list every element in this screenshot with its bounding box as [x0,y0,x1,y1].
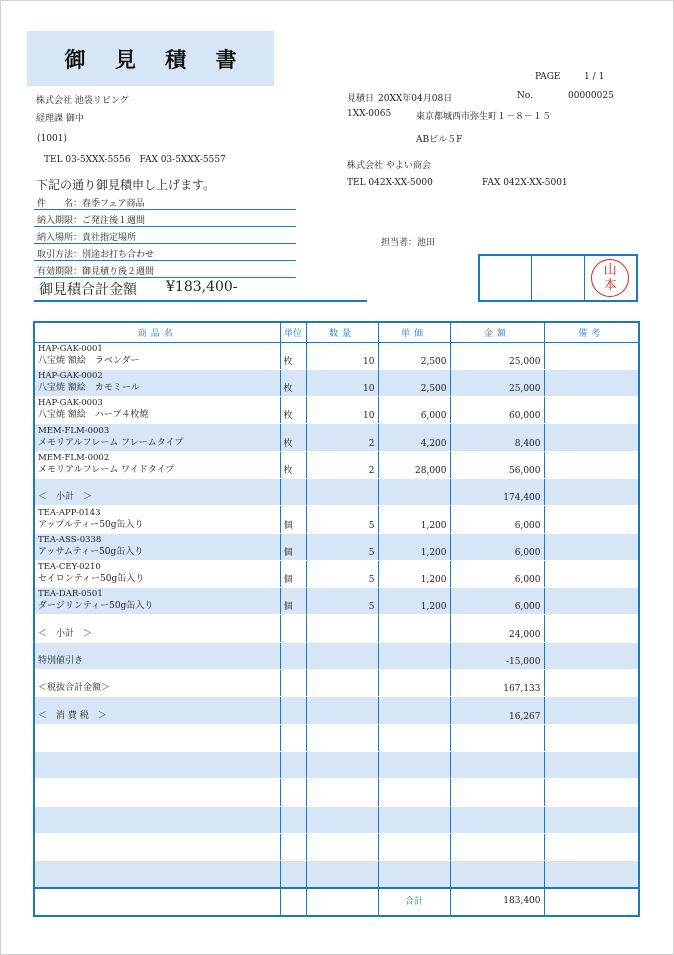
remarks-cell [544,342,639,369]
amount-cell: 25,000 [450,369,544,396]
quantity-cell: 5 [306,506,378,533]
product-name: 特別値引き [38,656,84,667]
product-cell [34,588,280,615]
product-cell [34,806,280,833]
amount-cell: 60,000 [450,397,544,424]
header-quantity: 数量 [306,322,378,342]
remarks-cell [544,724,639,751]
unit-price-cell: 4,200 [378,424,450,451]
estimate-date-label: 見積日 [347,94,375,104]
remarks-cell [544,588,639,615]
unit-price-cell: 28,000 [378,451,450,478]
total-blank [544,888,639,916]
stamp-cell [585,256,636,300]
unit-price-cell [378,751,450,778]
product-name: 八宝焼 額絵 ハーブ４枚焼 [38,410,149,421]
product-code: MEM-FLM-0002 [38,452,110,463]
table-row [34,615,639,642]
remarks-cell [544,369,639,396]
stamp-cell [532,256,584,300]
quantity-cell: 2 [306,424,378,451]
customer-code: (1001) [37,134,67,144]
quantity-cell: 5 [306,533,378,560]
header-amount: 金額 [450,322,544,342]
header-remarks: 備考 [544,322,639,342]
table-row [34,533,639,560]
unit-cell: 枚 [280,342,306,369]
unit-price-cell [378,779,450,806]
seal-char: 本 [603,278,617,293]
remarks-cell [544,670,639,697]
issuer-address-2: ABビル５F [416,135,463,145]
quantity-cell [306,751,378,778]
page-number: 1 / 1 [584,72,605,82]
quantity-cell [306,642,378,669]
grand-total-underline [34,300,367,302]
condition-payment-method: 取引方法：別途お打ち合わせ [37,250,155,260]
amount-cell: 8,400 [450,424,544,451]
unit-cell: 個 [280,533,306,560]
product-cell [34,342,280,369]
table-row [34,806,639,833]
product-code: TEA-CEY-0210 [38,562,101,573]
product-cell [34,478,280,505]
stamp-cell [480,256,532,300]
seal-stamp [591,259,629,297]
table-row [34,342,639,369]
product-cell [34,560,280,587]
remarks-cell [544,424,639,451]
condition-subject: 件 名：春季フェア商品 [37,199,145,209]
unit-price-cell: 1,200 [378,506,450,533]
quantity-cell: 10 [306,369,378,396]
header-product-name: 商品名 [34,322,280,342]
unit-price-cell: 1,200 [378,560,450,587]
product-name: メモリアルフレーム ワイドタイプ [38,464,175,475]
product-cell [34,369,280,396]
product-cell [34,833,280,860]
quantity-cell: 10 [306,342,378,369]
divider [34,209,296,210]
unit-cell [280,779,306,806]
unit-price-cell: 6,000 [378,397,450,424]
remarks-cell [544,560,639,587]
table-header-row [34,322,639,342]
seal-char: 山 [603,263,617,278]
intro-text: 下記の通り御見積申し上げます。 [36,178,216,192]
unit-cell [280,724,306,751]
unit-cell [280,642,306,669]
table-row [34,697,639,724]
total-value: 183,400 [450,888,544,916]
quantity-cell [306,670,378,697]
page-label: PAGE [535,72,561,82]
quantity-cell: 5 [306,588,378,615]
unit-cell [280,478,306,505]
quantity-cell: 10 [306,397,378,424]
unit-cell: 枚 [280,424,306,451]
amount-cell: 174,400 [450,478,544,505]
condition-delivery-place: 納入場所：貴社指定場所 [37,233,137,243]
grand-total-label: 御見積合計金額 [39,282,137,298]
product-cell [34,724,280,751]
remarks-cell [544,779,639,806]
approval-stamp-boxes [478,254,638,302]
product-cell [34,642,280,669]
estimate-no: 00000025 [568,91,614,101]
remarks-cell [544,506,639,533]
divider [34,226,296,227]
quantity-cell [306,724,378,751]
issuer-postal: 1XX-0065 [347,109,392,119]
title-box [27,31,274,86]
items-table [33,321,640,917]
unit-price-cell [378,642,450,669]
remarks-cell [544,397,639,424]
unit-cell [280,751,306,778]
remarks-cell [544,642,639,669]
unit-price-cell [378,806,450,833]
product-name: アッサムティー50g缶入り [38,546,144,557]
table-row [34,751,639,778]
table-row [34,861,639,888]
product-cell [34,424,280,451]
product-name: ＜ 小計 ＞ [38,628,93,639]
remarks-cell [544,478,639,505]
header-unit-price: 単価 [378,322,450,342]
unit-cell: 枚 [280,397,306,424]
amount-cell [450,751,544,778]
unit-cell: 枚 [280,451,306,478]
table-row [34,506,639,533]
product-name: 八宝焼 額絵 カモミール [38,383,140,394]
unit-cell: 個 [280,588,306,615]
condition-delivery-deadline: 納入期限：ご発注後１週間 [37,216,146,226]
unit-cell: 個 [280,506,306,533]
amount-cell: 6,000 [450,588,544,615]
product-cell [34,533,280,560]
total-label: 合計 [378,888,450,916]
product-cell [34,506,280,533]
product-cell [34,615,280,642]
product-cell [34,751,280,778]
table-row [34,560,639,587]
product-cell [34,451,280,478]
issuer-company: 株式会社 やよい商会 [347,161,431,171]
product-cell [34,779,280,806]
table-row [34,478,639,505]
product-cell [34,861,280,888]
product-name: セイロンティー50g缶入り [38,574,145,585]
total-blank [34,888,280,916]
unit-price-cell [378,615,450,642]
quantity-cell [306,615,378,642]
unit-price-cell [378,724,450,751]
unit-cell: 個 [280,560,306,587]
quantity-cell: 5 [306,560,378,587]
product-code: TEA-ASS-0338 [38,534,102,545]
product-name: メモリアルフレーム フレームタイプ [38,437,184,448]
quantity-cell [306,697,378,724]
estimate-date: 20XX年04月08日 [378,94,453,104]
table-row [34,642,639,669]
product-cell [34,670,280,697]
condition-validity: 有効期限：御見積り後２週間 [37,267,155,277]
amount-cell: 16,267 [450,697,544,724]
product-code: MEM-FLM-0003 [38,425,110,436]
remarks-cell [544,861,639,888]
amount-cell: 6,000 [450,533,544,560]
quantity-cell [306,861,378,888]
remarks-cell [544,451,639,478]
quantity-cell [306,779,378,806]
total-row [34,888,639,916]
issuer-tel: TEL 042X-XX-5000 [347,178,433,188]
amount-cell: 25,000 [450,342,544,369]
unit-price-cell [378,478,450,505]
amount-cell [450,779,544,806]
remarks-cell [544,806,639,833]
product-name: 八宝焼 額絵 ラベンダー [38,355,140,366]
amount-cell: 6,000 [450,560,544,587]
amount-cell [450,806,544,833]
customer-dept: 経理課 御中 [36,114,84,124]
remarks-cell [544,751,639,778]
product-cell [34,697,280,724]
product-code: HAP-GAK-0001 [38,343,103,354]
amount-cell [450,861,544,888]
product-name: ダージリンティー50g缶入り [38,601,154,612]
table-row [34,779,639,806]
issuer-staff: 担当者：池田 [381,238,436,248]
amount-cell: 167,133 [450,670,544,697]
amount-cell: 24,000 [450,615,544,642]
product-code: TEA-DAR-0501 [38,589,103,600]
header-unit: 単位 [280,322,306,342]
table-row [34,833,639,860]
table-row [34,451,639,478]
product-code: HAP-GAK-0003 [38,398,103,409]
total-blank [306,888,378,916]
unit-price-cell: 2,500 [378,342,450,369]
unit-price-cell [378,861,450,888]
amount-cell [450,833,544,860]
product-code: HAP-GAK-0002 [38,371,103,382]
product-name: ＜税抜合計金額＞ [38,683,111,694]
issuer-fax: FAX 042X-XX-5001 [482,178,568,188]
issuer-address-1: 東京都城西市弥生町１－８－１５ [416,112,552,122]
total-blank [280,888,306,916]
divider [34,277,296,278]
quantity-cell [306,806,378,833]
unit-cell [280,806,306,833]
table-row [34,424,639,451]
unit-cell [280,697,306,724]
table-row [34,588,639,615]
amount-cell: -15,000 [450,642,544,669]
customer-company: 株式会社 池袋リビング [36,96,129,106]
product-cell [34,397,280,424]
grand-total-value: ¥183,400- [166,279,238,295]
unit-price-cell: 2,500 [378,369,450,396]
unit-cell [280,861,306,888]
unit-cell [280,670,306,697]
table-row [34,724,639,751]
unit-cell: 枚 [280,369,306,396]
divider [34,243,296,244]
unit-price-cell: 1,200 [378,533,450,560]
product-name: アップルティー50g缶入り [38,519,144,530]
remarks-cell [544,533,639,560]
amount-cell: 56,000 [450,451,544,478]
product-code: TEA-APP-0143 [38,507,101,518]
table-row [34,369,639,396]
table-row [34,670,639,697]
remarks-cell [544,615,639,642]
remarks-cell [544,697,639,724]
document-title: 御 見 積 書 [64,46,248,72]
unit-price-cell [378,697,450,724]
divider [34,260,296,261]
table-row [34,397,639,424]
amount-cell: 6,000 [450,506,544,533]
product-name: ＜ 小計 ＞ [38,492,93,503]
quantity-cell [306,833,378,860]
estimate-no-label: No. [517,91,533,101]
unit-cell [280,833,306,860]
amount-cell [450,724,544,751]
quantity-cell: 2 [306,451,378,478]
remarks-cell [544,833,639,860]
quantity-cell [306,478,378,505]
product-name: ＜ 消 費 税 ＞ [38,710,107,721]
unit-price-cell [378,670,450,697]
unit-cell [280,615,306,642]
unit-price-cell [378,833,450,860]
unit-price-cell: 1,200 [378,588,450,615]
customer-tel-fax: TEL 03-5XXX-5556 FAX 03-5XXX-5557 [44,155,226,165]
